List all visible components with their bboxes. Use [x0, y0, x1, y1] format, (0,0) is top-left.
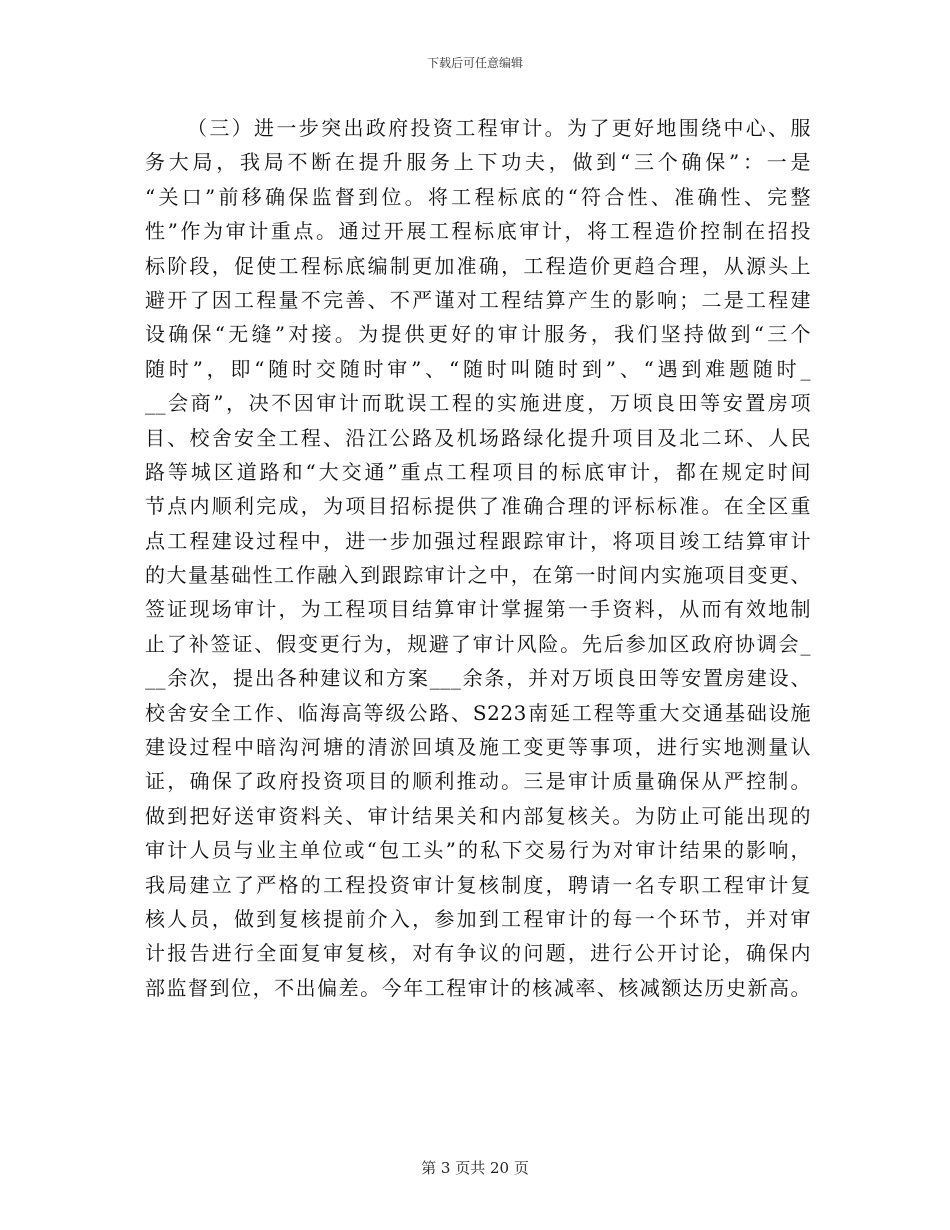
- text-line: 随时”，即“随时交随时审”、“随时叫随时到”、“遇到难题随时_: [145, 356, 811, 381]
- text-line: 务大局，我局不断在提升服务上下功夫，做到“三个确保”：一是: [145, 150, 811, 175]
- text-line: （三）进一步突出政府投资工程审计。为了更好地围绕中心、服: [187, 116, 811, 140]
- text-line: 设确保“无缝”对接。为提供更好的审计服务，我们坚持做到“三个: [145, 322, 811, 347]
- text-line: __余次，提出各种建议和方案___余条，并对万顷良田等安置房建设、: [145, 666, 811, 691]
- text-line: 证，确保了政府投资项目的顺利推动。三是审计质量确保从严控制。: [145, 769, 811, 794]
- text-line: 路等城区道路和“大交通”重点工程项目的标底审计，都在规定时间: [145, 459, 811, 484]
- text-line: 审计人员与业主单位或“包工头”的私下交易行为对审计结果的影响，: [145, 838, 811, 863]
- text-line: 节点内顺利完成，为项目招标提供了准确合理的评标标准。在全区重: [145, 494, 811, 519]
- text-line: 签证现场审计，为工程项目结算审计掌握第一手资料，从而有效地制: [145, 597, 811, 622]
- text-line: __会商”，决不因审计而耽误工程的实施进度，万顷良田等安置房项: [145, 391, 811, 416]
- text-line: 部监督到位，不出偏差。今年工程审计的核减率、核减额达历史新高。: [145, 975, 811, 1000]
- text-line: 计报告进行全面复审复核，对有争议的问题，进行公开讨论，确保内: [145, 941, 811, 966]
- text-line: 标阶段，促使工程标底编制更加准确，工程造价更趋合理，从源头上: [145, 253, 811, 278]
- page-number: 第 3 页共 20 页: [421, 1159, 529, 1177]
- text-line: 核人员，做到复核提前介入，参加到工程审计的每一个环节，并对审: [145, 906, 811, 931]
- body-text: [145, 111, 811, 1005]
- text-line: 建设过程中暗沟河塘的清淤回填及施工变更等事项，进行实地测量认: [145, 735, 811, 760]
- text-line: “关口”前移确保监督到位。将工程标底的“符合性、准确性、完整: [145, 184, 811, 209]
- text-line: 避开了因工程量不完善、不严谨对工程结算产生的影响；二是工程建: [145, 287, 811, 312]
- text-line: 我局建立了严格的工程投资审计复核制度，聘请一名专职工程审计复: [145, 872, 811, 897]
- text-line: 止了补签证、假变更行为，规避了审计风险。先后参加区政府协调会_: [145, 631, 811, 656]
- text-line: 性”作为审计重点。通过开展工程标底审计，将工程造价控制在招投: [145, 219, 811, 244]
- page-header: 下载后可任意编辑: [426, 56, 523, 70]
- text-line: 的大量基础性工作融入到跟踪审计之中，在第一时间内实施项目变更、: [145, 563, 811, 588]
- text-line: 目、校舍安全工程、沿江公路及机场路绿化提升项目及北二环、人民: [145, 425, 811, 450]
- text-line: 做到把好送审资料关、审计结果关和内部复核关。为防止可能出现的: [145, 803, 811, 828]
- text-line: 校舍安全工作、临海高等级公路、S223南延工程等重大交通基础设施: [145, 700, 811, 725]
- text-line: 点工程建设过程中，进一步加强过程跟踪审计，将项目竣工结算审计: [145, 528, 811, 553]
